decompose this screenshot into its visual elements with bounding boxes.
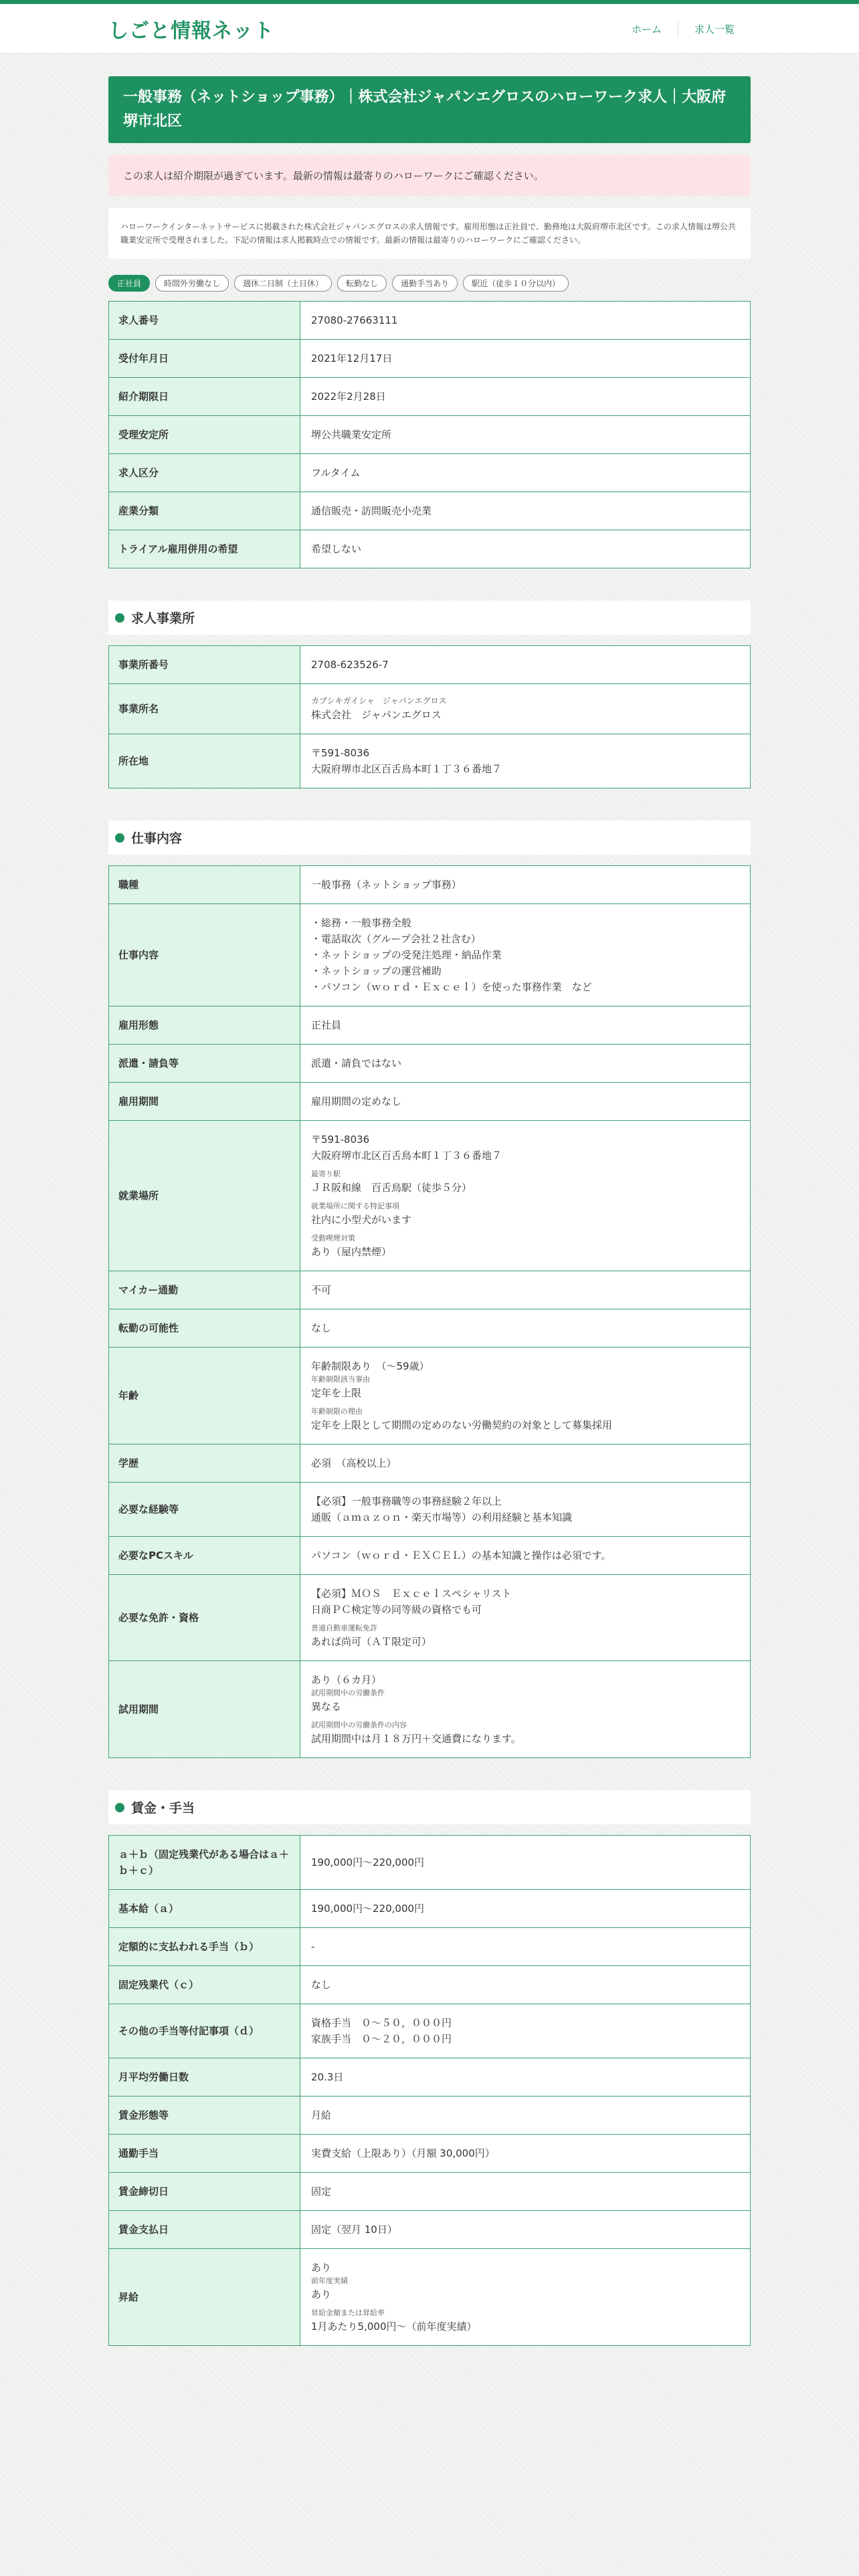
row-label: 転勤の可能性 <box>109 1309 300 1348</box>
table-row <box>109 1083 751 1121</box>
tag-no-transfer: 転勤なし <box>337 275 387 292</box>
page-title: 一般事務（ネットショップ事務）｜株式会社ジャパンエグロスのハローワーク求人｜大阪府堺市北区 <box>108 76 751 143</box>
table-row <box>109 1444 751 1483</box>
row-label: 就業場所 <box>109 1121 300 1271</box>
trial-period: あり（６カ月） <box>311 1674 382 1686</box>
license-line: 【必須】ＭＯＳ Ｅｘｃｅｌスペシャリスト <box>311 1588 512 1600</box>
car-commute-value: 不可 <box>300 1271 751 1309</box>
row-label: 事業所番号 <box>109 646 300 684</box>
section-heading-text: 求人事業所 <box>131 611 195 626</box>
office-address: 大阪府堺市北区百舌鳥本町１丁３６番地７ <box>311 763 502 775</box>
row-label: 求人番号 <box>109 302 300 340</box>
workplace-address: 大阪府堺市北区百舌鳥本町１丁３６番地７ <box>311 1150 502 1162</box>
sub-label: 普通自動車運転免許 <box>311 1624 377 1632</box>
tag-two-days-off: 週休二日制（土日休） <box>234 275 332 292</box>
table-row <box>109 416 751 454</box>
table-row <box>109 2135 751 2173</box>
nav-job-list-link[interactable]: 求人一覧 <box>678 22 751 36</box>
period-value: 雇用期間の定めなし <box>300 1083 751 1121</box>
duty-item: ・ネットショップの運営補助 <box>311 965 442 977</box>
row-label: ａ＋ｂ（固定残業代がある場合はａ＋ｂ＋ｃ） <box>109 1836 300 1890</box>
row-label: 所在地 <box>109 734 300 788</box>
sub-label: 年齢制限該当事由 <box>311 1375 370 1384</box>
nav-home-link[interactable]: ホーム <box>631 23 662 35</box>
row-value: フルタイム <box>300 454 751 492</box>
row-label: 受理安定所 <box>109 416 300 454</box>
row-label: 仕事内容 <box>109 904 300 1006</box>
row-label: 固定残業代（ｃ） <box>109 1966 300 2004</box>
sub-label: 昇給金額または昇給率 <box>311 2309 385 2317</box>
table-row <box>109 1483 751 1537</box>
payday: 固定（翌月 10日） <box>300 2211 751 2249</box>
row-label: 昇給 <box>109 2249 300 2346</box>
office-table <box>108 645 751 788</box>
trial-condition: 異なる <box>311 1701 342 1713</box>
table-row <box>109 1928 751 1966</box>
intro-text: ハローワークインターネットサービスに掲載された株式会社ジャパンエグロスの求人情報です。雇用形態は正社員で、勤務地は大阪府堺市北区です。この求人情報は堺公共職業安定所で受理されました。下記の情報は求人掲載時点での情報です。最新の情報は最寄りのハローワークにご確認ください。 <box>108 208 751 259</box>
table-row <box>109 1661 751 1758</box>
table-row <box>109 378 751 416</box>
work-days: 20.3日 <box>300 2058 751 2097</box>
table-row <box>109 866 751 904</box>
table-row <box>109 1836 751 1890</box>
row-label: 派遣・請負等 <box>109 1045 300 1083</box>
raise-value <box>300 2249 751 2346</box>
dispatch-value: 派遣・請負ではない <box>300 1045 751 1083</box>
site-logo[interactable]: しごと情報ネット <box>108 19 274 43</box>
job-section <box>108 821 751 1758</box>
row-label: 賃金支払日 <box>109 2211 300 2249</box>
trial-condition-detail: 試用期間中は月１８万円＋交通費になります。 <box>311 1733 521 1745</box>
row-label: 学歴 <box>109 1444 300 1483</box>
table-row <box>109 1575 751 1661</box>
bullet-dot-icon <box>115 613 124 623</box>
allowance-line: 家族手当 ０～２０，０００円 <box>311 2033 452 2045</box>
office-section <box>108 601 751 788</box>
section-heading-text: 仕事内容 <box>131 831 183 846</box>
wage-total: 190,000円～220,000円 <box>300 1836 751 1890</box>
table-row <box>109 2211 751 2249</box>
employment-value: 正社員 <box>300 1006 751 1045</box>
wage-section <box>108 1790 751 2346</box>
tag-full-time: 正社員 <box>108 275 150 292</box>
smoking-policy: あり（屋内禁煙） <box>311 1246 392 1258</box>
workplace-zip: 〒591-8036 <box>311 1134 370 1146</box>
experience-line: 通販（ａｍａｚｏｎ・楽天市場等）の利用経験と基本知識 <box>311 1511 573 1523</box>
main-nav <box>615 22 751 36</box>
table-row <box>109 904 751 1006</box>
table-row <box>109 2058 751 2097</box>
license-line: あれば尚可（ＡＴ限定可） <box>311 1636 432 1648</box>
table-row <box>109 1537 751 1575</box>
wage-form: 月給 <box>300 2097 751 2135</box>
row-label: マイカー通勤 <box>109 1271 300 1309</box>
experience-line: 【必須】一般事務職等の事務経験２年以上 <box>311 1495 502 1507</box>
duty-item: ・総務・一般事務全般 <box>311 917 412 929</box>
nearest-station: ＪＲ阪和線 百舌鳥駅（徒歩５分） <box>311 1182 472 1194</box>
workplace-value <box>300 1121 751 1271</box>
row-label: その他の手当等付記事項（ｄ） <box>109 2004 300 2058</box>
table-row <box>109 1890 751 1928</box>
table-row <box>109 684 751 734</box>
raise-record: あり <box>311 2288 332 2300</box>
section-heading <box>108 821 751 855</box>
row-value: 堺公共職業安定所 <box>300 416 751 454</box>
wage-cutoff: 固定 <box>300 2173 751 2211</box>
office-name-kana: カブシキガイシャ ジャパンエグロス <box>311 696 447 706</box>
office-name: 株式会社 ジャパンエグロス <box>311 709 442 721</box>
transfer-value: なし <box>300 1309 751 1348</box>
sub-label: 就業場所に関する特記事項 <box>311 1202 399 1210</box>
sub-label: 前年度実績 <box>311 2276 348 2285</box>
main-content <box>108 76 751 2346</box>
table-row <box>109 2249 751 2346</box>
row-value: 希望しない <box>300 530 751 568</box>
commute-allowance: 実費支給（上限あり）（月額 30,000円） <box>300 2135 751 2173</box>
duty-item: ・パソコン（ｗｏｒｄ・Ｅｘｃｅｌ）を使った事務作業 など <box>311 981 592 993</box>
license-line: 日商ＰＣ検定等の同等級の資格でも可 <box>311 1604 482 1616</box>
fixed-allowance: - <box>300 1928 751 1966</box>
table-row <box>109 454 751 492</box>
age-value <box>300 1348 751 1444</box>
row-label: 必要な免許・資格 <box>109 1575 300 1661</box>
license-value <box>300 1575 751 1661</box>
row-label: 雇用期間 <box>109 1083 300 1121</box>
row-value: 2022年2月28日 <box>300 378 751 416</box>
trial-value <box>300 1661 751 1758</box>
table-row <box>109 1006 751 1045</box>
row-value: 27080-27663111 <box>300 302 751 340</box>
row-label: 受付年月日 <box>109 340 300 378</box>
sub-label: 試用期間中の労働条件の内容 <box>311 1721 407 1729</box>
table-row <box>109 1271 751 1309</box>
row-label: トライアル雇用併用の希望 <box>109 530 300 568</box>
table-row <box>109 1966 751 2004</box>
sub-label: 試用期間中の労働条件 <box>311 1689 385 1697</box>
row-label: 職種 <box>109 866 300 904</box>
row-label: 雇用形態 <box>109 1006 300 1045</box>
row-label: 紹介期限日 <box>109 378 300 416</box>
pc-skill-value: パソコン（ｗｏｒｄ・ＥＸＣＥＬ）の基本知識と操作は必須です。 <box>300 1537 751 1575</box>
table-row <box>109 302 751 340</box>
row-label: 試用期間 <box>109 1661 300 1758</box>
office-zip: 〒591-8036 <box>311 747 370 759</box>
row-label: 賃金締切日 <box>109 2173 300 2211</box>
summary-table <box>108 301 751 568</box>
row-value <box>300 684 751 734</box>
fixed-overtime: なし <box>300 1966 751 2004</box>
table-row <box>109 646 751 684</box>
table-row <box>109 1309 751 1348</box>
base-salary: 190,000円～220,000円 <box>300 1890 751 1928</box>
section-heading <box>108 601 751 635</box>
table-row <box>109 1045 751 1083</box>
duty-item: ・ネットショップの受発注処理・納品作業 <box>311 949 502 961</box>
job-table <box>108 865 751 1758</box>
table-row <box>109 2004 751 2058</box>
row-label: 月平均労働日数 <box>109 2058 300 2097</box>
table-row <box>109 2097 751 2135</box>
other-allowances <box>300 2004 751 2058</box>
sub-label: 最寄り駅 <box>311 1170 341 1178</box>
table-row <box>109 530 751 568</box>
feature-tags <box>108 275 751 292</box>
row-label: 必要なPCスキル <box>109 1537 300 1575</box>
sub-label: 受動喫煙対策 <box>311 1234 355 1243</box>
row-label: 基本給（ａ） <box>109 1890 300 1928</box>
tag-no-overtime: 時間外労働なし <box>155 275 229 292</box>
row-label: 年齢 <box>109 1348 300 1444</box>
age-reason-detail: 定年を上限として期間の定めのない労働契約の対象として募集採用 <box>311 1419 613 1431</box>
tag-near-station: 駅近（徒歩１０分以内） <box>463 275 569 292</box>
sub-label: 年齢制限の理由 <box>311 1407 363 1416</box>
row-label: 事業所名 <box>109 684 300 734</box>
row-label: 通勤手当 <box>109 2135 300 2173</box>
section-heading-text: 賃金・手当 <box>131 1801 195 1816</box>
table-row <box>109 2173 751 2211</box>
table-row <box>109 734 751 788</box>
allowance-line: 資格手当 ０～５０，０００円 <box>311 2017 452 2029</box>
office-number: 2708-623526-7 <box>300 646 751 684</box>
row-label: 賃金形態等 <box>109 2097 300 2135</box>
row-value: 通信販売・訪問販売小売業 <box>300 492 751 530</box>
row-label: 定額的に支払われる手当（ｂ） <box>109 1928 300 1966</box>
table-row <box>109 492 751 530</box>
site-header <box>0 4 859 53</box>
row-value: 2021年12月17日 <box>300 340 751 378</box>
education-value: 必須 （高校以上） <box>300 1444 751 1483</box>
row-label: 必要な経験等 <box>109 1483 300 1537</box>
row-value <box>300 734 751 788</box>
section-heading <box>108 1790 751 1824</box>
duty-item: ・電話取次（グループ会社２社含む） <box>311 933 481 945</box>
occupation-value: 一般事務（ネットショップ事務） <box>300 866 751 904</box>
table-row <box>109 1348 751 1444</box>
raise: あり <box>311 2262 332 2274</box>
expired-alert: この求人は紹介期限が過ぎています。最新の情報は最寄りのハローワークにご確認ください。 <box>108 155 751 196</box>
duties-value <box>300 904 751 1006</box>
age-limit: 年齢制限あり （～59歳） <box>311 1360 430 1372</box>
row-label: 求人区分 <box>109 454 300 492</box>
tag-commute-allowance: 通勤手当あり <box>392 275 458 292</box>
age-reason: 定年を上限 <box>311 1387 362 1399</box>
wage-table <box>108 1835 751 2346</box>
bullet-dot-icon <box>115 833 124 843</box>
row-label: 産業分類 <box>109 492 300 530</box>
bullet-dot-icon <box>115 1803 124 1812</box>
table-row <box>109 340 751 378</box>
raise-amount: 1月あたり5,000円～（前年度実績） <box>311 2321 477 2333</box>
table-row <box>109 1121 751 1271</box>
workplace-note: 社内に小型犬がいます <box>311 1214 412 1226</box>
experience-value <box>300 1483 751 1537</box>
